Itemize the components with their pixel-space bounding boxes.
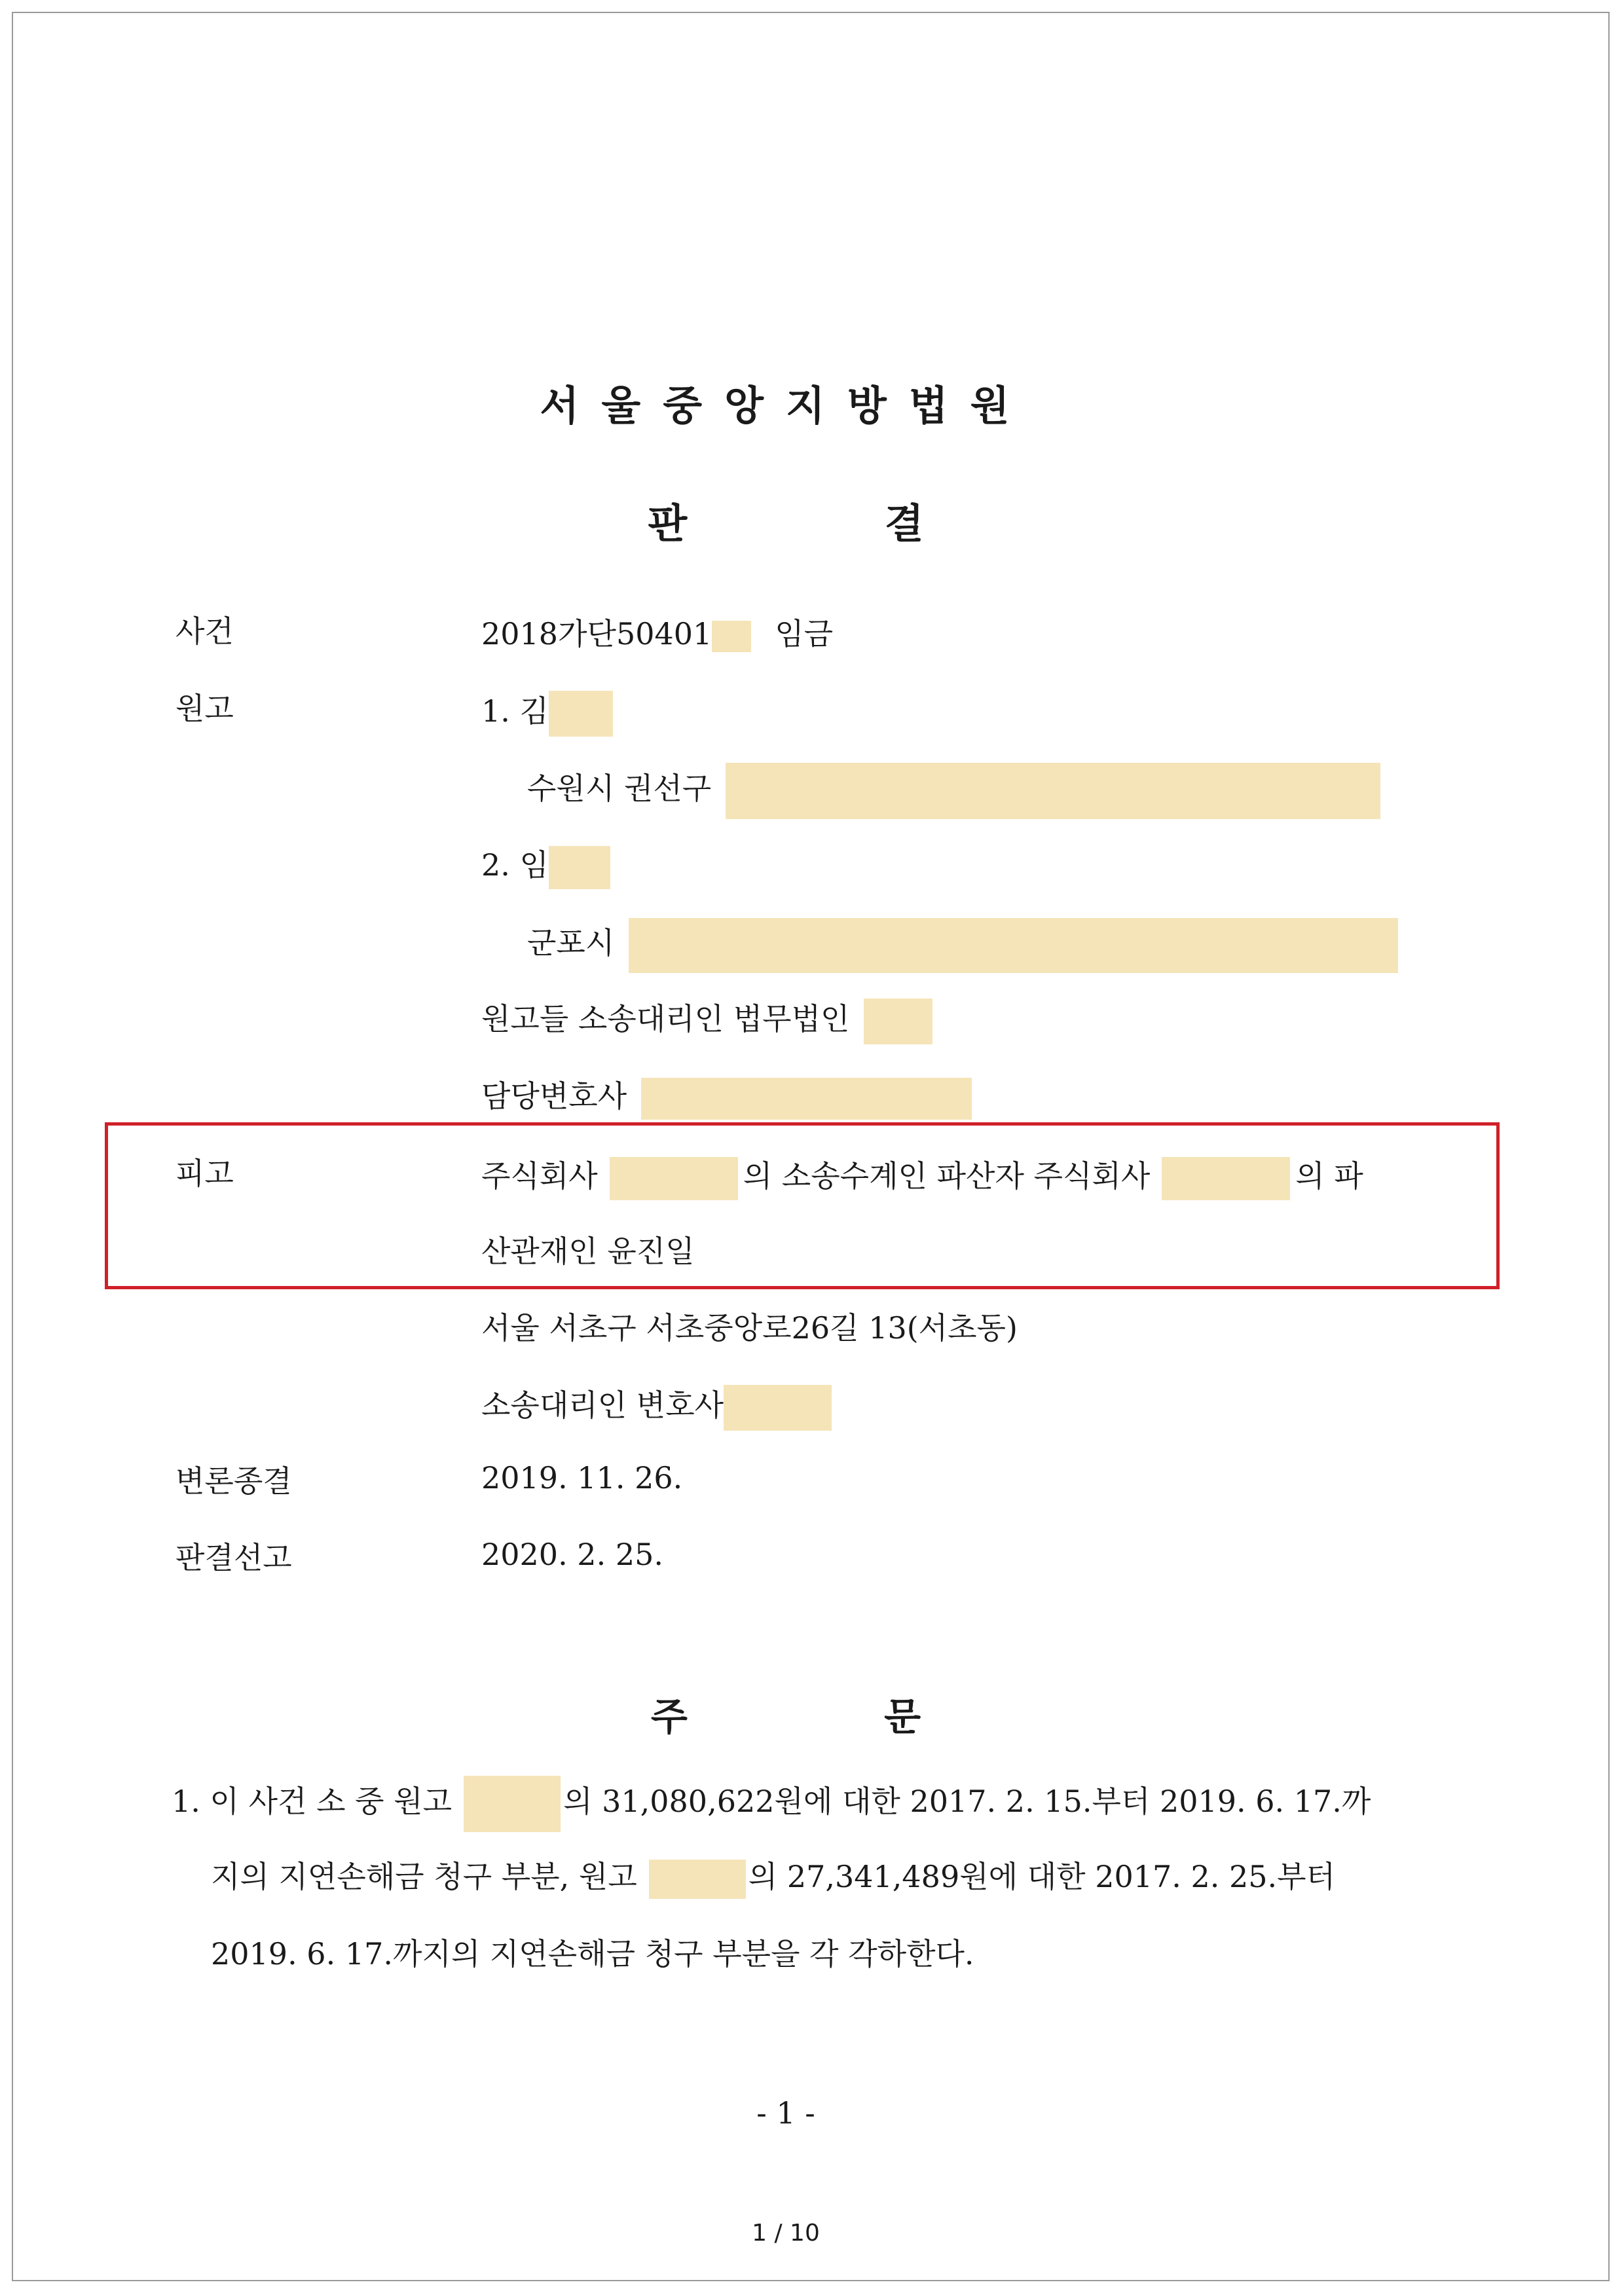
defendant-counsel: 소송대리인 변호사 <box>481 1387 724 1423</box>
plaintiff-1-address: 수원시 권선구 <box>527 771 712 806</box>
plaintiff-1 <box>481 688 613 737</box>
defendant-address: 서울 서초구 서초중앙로26길 13(서초동) <box>481 1310 1018 1346</box>
redaction-block <box>464 1776 561 1832</box>
case-label <box>175 608 342 651</box>
redaction-block <box>641 1078 972 1120</box>
plaintiff-1-name: 1. 김 <box>481 693 549 729</box>
redaction-block <box>549 846 610 889</box>
plaintiff-label-text: 원고 <box>175 691 234 726</box>
closing-label <box>175 1458 342 1501</box>
plaintiff-2-address-row <box>527 918 1398 973</box>
redaction-block <box>1162 1157 1290 1200</box>
closing-date: 2019. 11. 26. <box>481 1460 683 1496</box>
plaintiff-2 <box>481 841 610 889</box>
redaction-block <box>724 1385 832 1431</box>
case-type: 임금 <box>775 616 834 652</box>
plaintiff-counsel: 원고들 소송대리인 법무법인 <box>481 1001 850 1037</box>
redaction-block <box>864 999 932 1044</box>
plaintiff-2-address: 군포시 <box>527 925 615 961</box>
judgment-date: 2020. 2. 25. <box>481 1537 663 1572</box>
defendant-highlight-box <box>105 1122 1500 1289</box>
plaintiff-counsel-row <box>481 995 932 1044</box>
redaction-block <box>610 1157 738 1200</box>
redaction-block <box>629 918 1398 973</box>
order-item1-line1-a: 1. 이 사건 소 중 원고 <box>172 1784 452 1819</box>
order-line-2 <box>211 1853 1335 1899</box>
defendant-counsel-row <box>481 1382 832 1431</box>
judgment-label <box>175 1534 342 1577</box>
order-line-1 <box>172 1776 1371 1832</box>
order-item1-line2-b: 의 27,341,489원에 대한 2017. 2. 25.부터 <box>748 1859 1336 1894</box>
order-item1-line1-b: 의 31,080,622원에 대한 2017. 2. 15.부터 2019. 6. 17.까 <box>563 1784 1371 1819</box>
page-marker: - 1 - <box>756 2095 815 2131</box>
defendant-line1-a: 주식회사 <box>481 1158 598 1194</box>
redaction-block <box>649 1860 746 1899</box>
closing-label-text: 변론종결 <box>175 1463 292 1499</box>
order-title: 주 문 <box>650 1695 921 1739</box>
page-count: 1 / 10 <box>752 2220 820 2247</box>
redaction-block <box>549 691 613 737</box>
plaintiff-2-name: 2. 임 <box>481 847 549 883</box>
defendant-line2: 산관재인 윤진일 <box>481 1234 695 1269</box>
defendant-line1-b: 의 소송수계인 파산자 주식회사 <box>743 1158 1151 1194</box>
redaction-block <box>712 621 751 652</box>
order-item1-line2-a: 지의 지연손해금 청구 부분, 원고 <box>211 1859 637 1894</box>
plaintiff-label <box>175 685 342 728</box>
defendant-label-text: 피고 <box>175 1156 234 1191</box>
judgment-label-text: 판결선고 <box>175 1540 292 1575</box>
defendant-line1-c: 의 파 <box>1295 1158 1363 1194</box>
plaintiff-attorney: 담당변호사 <box>481 1078 627 1114</box>
document-title: 판 결 <box>648 500 924 547</box>
order-line-3: 2019. 6. 17.까지의 지연손해금 청구 부분을 각 각하한다. <box>211 1936 974 1972</box>
case-number-row <box>481 610 833 653</box>
case-number: 2018가단50401 <box>481 616 712 652</box>
court-name: 서울중앙지방법원 <box>540 382 1032 430</box>
case-label-text: 사건 <box>175 614 234 649</box>
plaintiff-attorney-row <box>481 1073 972 1120</box>
redaction-block <box>726 763 1380 819</box>
plaintiff-1-address-row <box>527 763 1380 819</box>
defendant-label <box>175 1150 342 1193</box>
defendant-line-1 <box>481 1152 1363 1200</box>
